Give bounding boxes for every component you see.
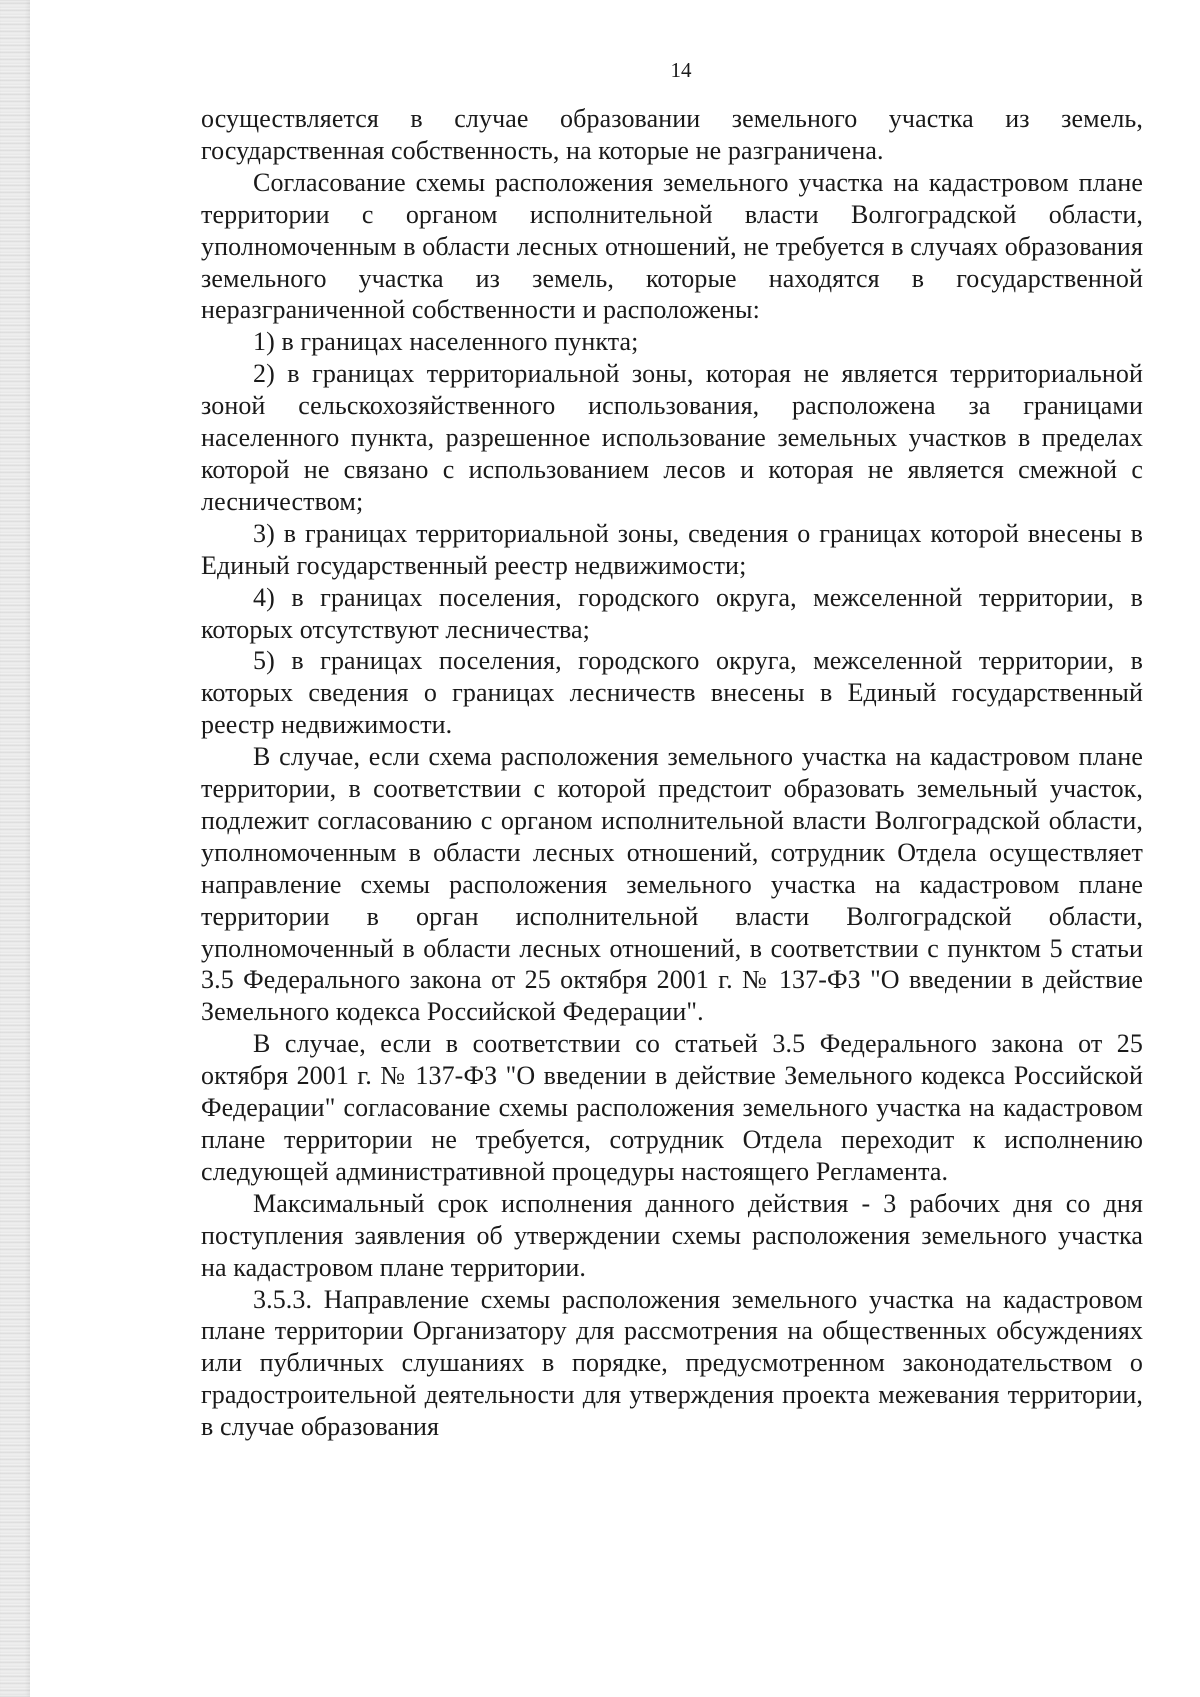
list-item-4: 4) в границах поселения, городского округа, межселенной территории, в которых отсутствуют лесничества; <box>201 582 1143 644</box>
paragraph-approval-needed: В случае, если схема расположения земельного участка на кадастровом плане территории, в соответствии с которой предстоит образовать земельный участок, подлежит согласованию с органом исполнительной власти Волгоградской области, уполномоченным в области лесных отношений, сотрудник Отдела осуществляет направление схемы расположения земельного участка на кадастровом плане территории в орган исполнительной власти Волгоградской области, уполномоченный в области лесных отношений, в соответствии с пунктом 5 статьи 3.5 Федерального закона от 25 октября 2001 г. № 137-ФЗ "О введении в действие Земельного кодекса Российской Федерации". <box>201 742 1143 1027</box>
paragraph-continuation: осуществляется в случае образовании земельного участка из земель, государственная собственность, на которые не разграничена. <box>201 104 1143 165</box>
document-page <box>201 55 1143 1443</box>
list-item-1: 1) в границах населенного пункта; <box>253 327 639 357</box>
paragraph-approval-requirement: Согласование схемы расположения земельного участка на кадастровом плане территории с органом исполнительной власти Волгоградской области, уполномоченным в области лесных отношений, не требуется в случаях образования земельного участка из земель, которые находятся в государственной неразграниченной собственности и расположены: <box>201 167 1143 325</box>
section-3-5-3: 3.5.3. Направление схемы расположения земельного участка на кадастровом плане территории Организатору для рассмотрения на общественных обсуждениях или публичных слушаниях в порядке, предусмотренном законодательством о градостроительной деятельности для утверждения проекта межевания территории, в случае образования <box>201 1284 1143 1442</box>
paragraph-max-term: Максимальный срок исполнения данного действия - 3 рабочих дня со дня поступления заявления об утверждении схемы расположения земельного участка на кадастровом плане территории. <box>201 1188 1143 1282</box>
list-item-3: 3) в границах территориальной зоны, сведения о границах которой внесены в Единый государственный реестр недвижимости; <box>201 518 1143 580</box>
list-item-2: 2) в границах территориальной зоны, которая не является территориальной зоной сельскохозяйственного использования, расположена за границами населенного пункта, разрешенное использование земельных участков в пределах которой не связано с использованием лесов и которая не является смежной с лесничеством; <box>201 359 1143 516</box>
page-number: 14 <box>670 58 692 82</box>
list-item-5: 5) в границах поселения, городского округа, межселенной территории, в которых сведения о границах лесничеств внесены в Единый государственный реестр недвижимости. <box>201 646 1143 740</box>
paragraph-approval-not-needed: В случае, если в соответствии со статьей 3.5 Федерального закона от 25 октября 2001 г. № 137-ФЗ "О введении в действие Земельного кодекса Российской Федерации" согласование схемы расположения земельного участка на кадастровом плане территории не требуется, сотрудник Отдела переходит к исполнению следующей административной процедуры настоящего Регламента. <box>201 1029 1143 1186</box>
document-body <box>201 103 1143 1443</box>
scan-edge <box>0 0 30 1697</box>
